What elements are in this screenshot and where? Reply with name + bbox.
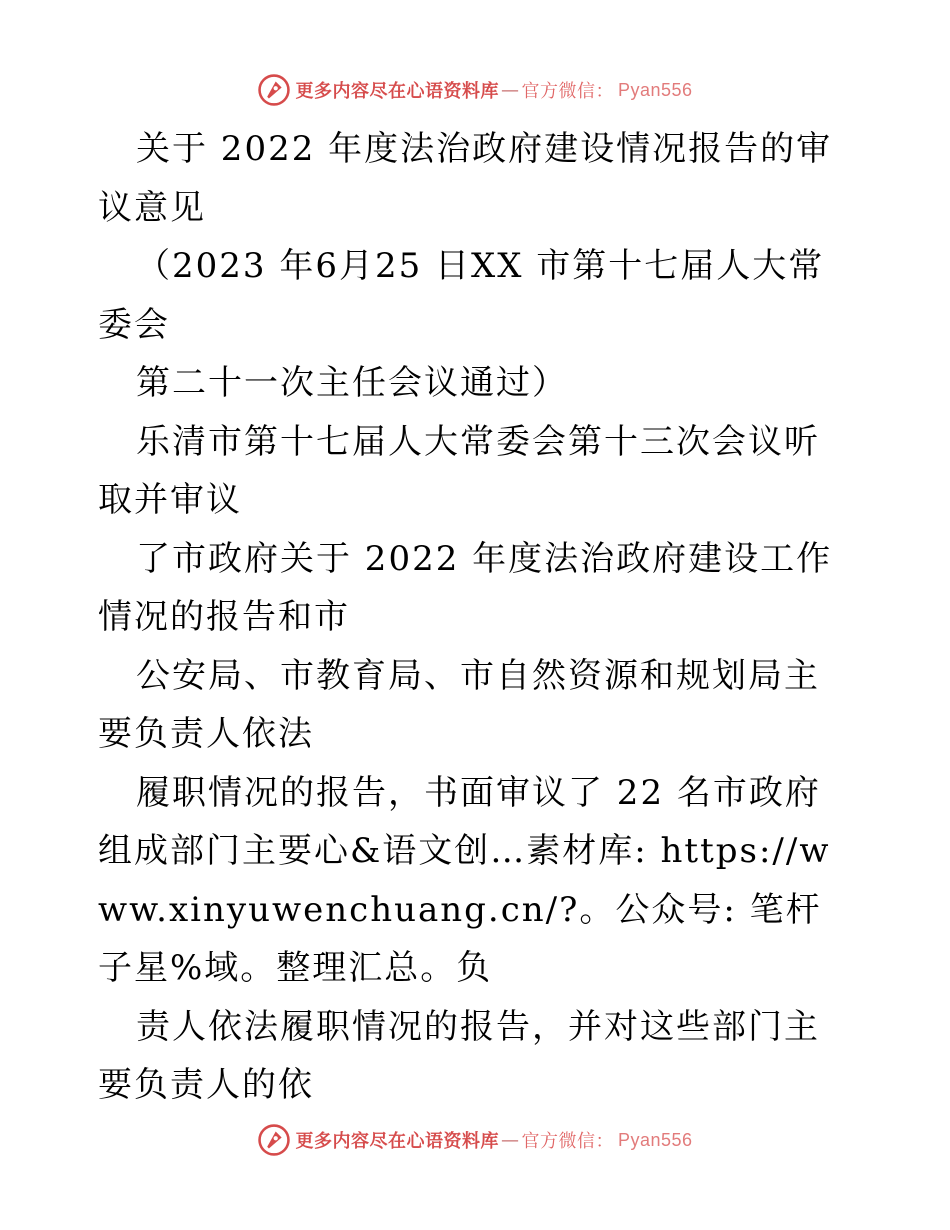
banner-wechat-label: 官方微信： — [521, 81, 614, 102]
document-date-line: （2023 年6月25 日XX 市第十七届人大常委会 — [98, 246, 825, 345]
footer-banner — [0, 1120, 950, 1160]
pen-nib-logo-icon — [257, 73, 291, 107]
body-paragraph: 责人依法履职情况的报告，并对这些部门主要负责人的依 — [98, 1006, 820, 1105]
banner-wechat-label: 官方微信： — [521, 1131, 614, 1152]
body-paragraph: 履职情况的报告，书面审议了 22 名市政府组成部门主要心&语文创…素材库: https://www.xinyuwenchuang.cn/?。公众号: 笔杆子星%域。整理汇总。负 — [98, 772, 831, 988]
banner-dash: — — [500, 1129, 520, 1151]
body-paragraph: 公安局、市教育局、市自然资源和规划局主要负责人依法 — [98, 655, 820, 754]
body-paragraph: 乐清市第十七届人大常委会第十三次会议听取并审议 — [98, 421, 820, 520]
header-banner — [0, 70, 950, 110]
banner-wechat-id: Pyan556 — [617, 1129, 693, 1150]
banner-dash: — — [500, 79, 520, 101]
document-approval-line: 第二十一次主任会议通过） — [136, 363, 568, 403]
document-title: 关于 2022 年度法治政府建设情况报告的审议意见 — [98, 129, 833, 228]
banner-site-name: 更多内容尽在心语资料库 — [295, 1131, 499, 1152]
body-paragraph: 了市政府关于 2022 年度法治政府建设工作情况的报告和市 — [98, 538, 833, 637]
pen-nib-logo-icon — [257, 1123, 291, 1157]
document-body — [98, 120, 850, 1115]
banner-site-name: 更多内容尽在心语资料库 — [295, 81, 499, 102]
banner-wechat-id: Pyan556 — [617, 79, 693, 100]
